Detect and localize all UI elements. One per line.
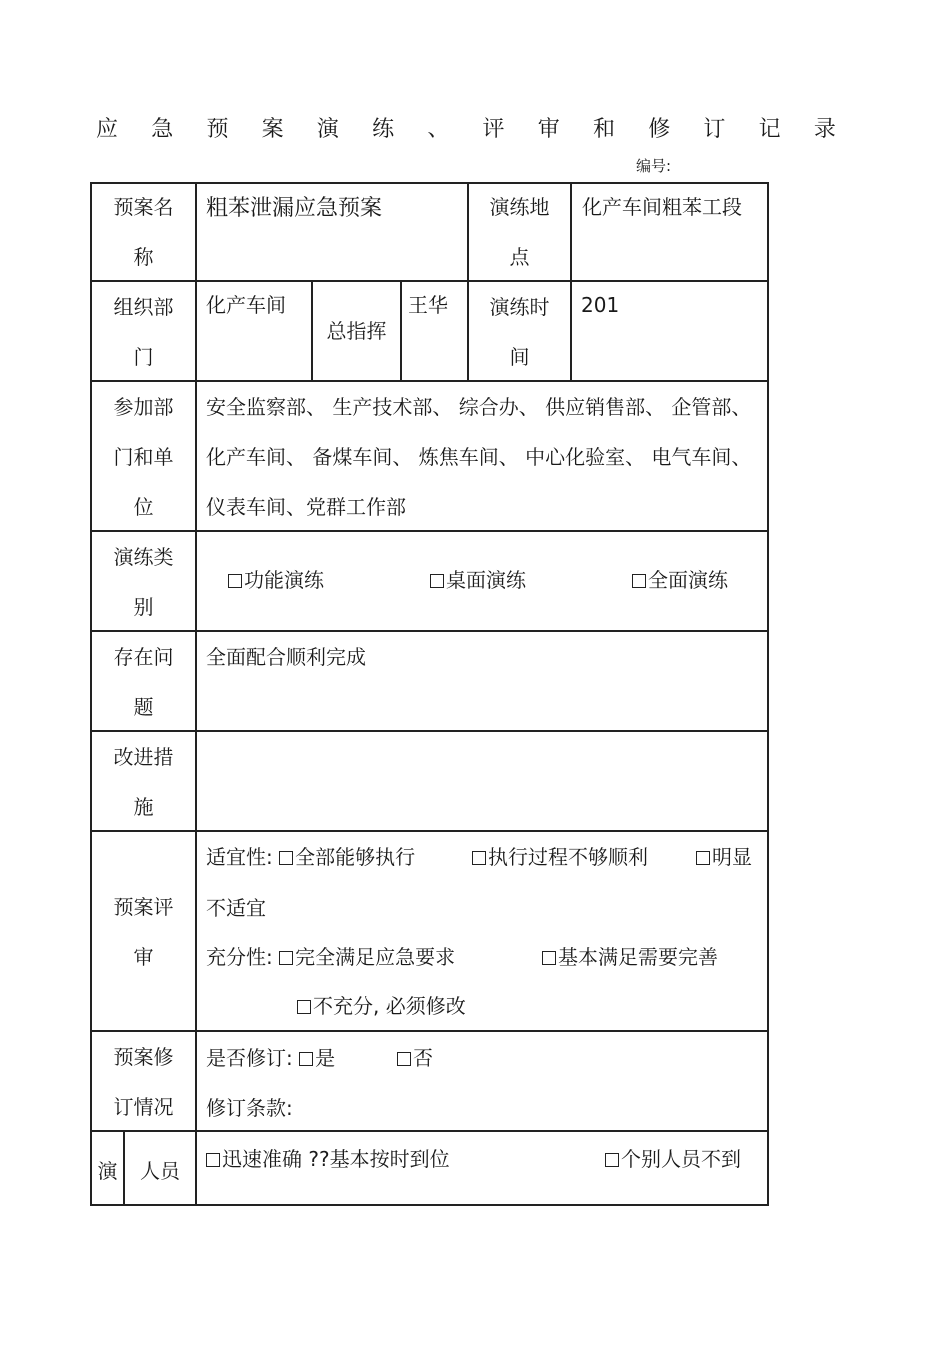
title-char: 修 [648, 116, 671, 142]
title-char: 记 [758, 116, 781, 142]
sufficiency-row: 充分性: 完全满足应急要求 [206, 945, 456, 969]
drill-type-tabletop[interactable]: 桌面演练 [430, 555, 526, 605]
checkbox[interactable] [542, 951, 556, 965]
title-char: 订 [703, 116, 726, 142]
title-char: 案 [261, 116, 284, 142]
suitability-option-2[interactable]: 执行过程不够顺利 [472, 832, 648, 882]
checkbox[interactable] [279, 951, 293, 965]
organizing-dept-label: 组织部 门 [113, 295, 174, 369]
checkbox[interactable] [430, 574, 444, 588]
participating-units-value: 安全监察部、 生产技术部、 综合办、 供应销售部、 企管部、 化产车间、 备煤车间、 炼焦车间、 中心化验室、 电气车间、 仪表车间、党群工作部 [206, 395, 752, 519]
personnel-option-3[interactable]: 个别人员不到 [605, 1134, 741, 1184]
checkbox[interactable] [605, 1153, 619, 1167]
checkbox[interactable] [632, 574, 646, 588]
sufficiency-option-2[interactable]: 基本满足需要完善 [542, 932, 718, 982]
drill-location-label: 演练地 点 [489, 195, 550, 269]
suitability-option-3-cont: 不适宜 [206, 896, 266, 920]
drill-time-value: 201 [581, 293, 620, 317]
checkbox[interactable] [299, 1052, 313, 1066]
column-divider [570, 182, 572, 382]
serial-number-label: 编号: [636, 157, 672, 175]
checkbox[interactable] [297, 1000, 311, 1014]
column-divider [195, 182, 197, 1206]
table-border [767, 182, 769, 1206]
title-char: 演 [316, 116, 339, 142]
plan-revision-label: 预案修 订情况 [113, 1045, 174, 1119]
improvement-measures-label: 改进措 施 [113, 745, 174, 819]
drill-type-label: 演练类 别 [113, 545, 174, 619]
personnel-label: 人员 [140, 1159, 180, 1183]
organizing-dept-value: 化产车间 [206, 293, 286, 317]
plan-name-value: 粗苯泄漏应急预案 [206, 196, 383, 221]
title-char: 评 [482, 116, 505, 142]
title-char: 练 [372, 116, 395, 142]
column-divider [400, 280, 402, 382]
existing-issues-label: 存在问 题 [113, 645, 174, 719]
plan-name-label: 预案名 称 [113, 195, 174, 269]
drill-type-full-scale[interactable]: 全面演练 [632, 555, 728, 605]
drill-evaluation-label: 演 [97, 1159, 118, 1183]
existing-issues-value: 全面配合顺利完成 [206, 645, 366, 669]
suitability-row: 适宜性: 全部能够执行 [206, 845, 416, 869]
title-char: 、 [427, 116, 450, 142]
record-table [90, 182, 769, 1206]
revise-no-option[interactable]: 否 [397, 1033, 433, 1083]
title-char: 和 [592, 116, 615, 142]
title-char: 急 [151, 116, 174, 142]
title-char: 审 [537, 116, 560, 142]
suitability-option-3[interactable]: 明显 [696, 832, 752, 882]
title-char: 录 [813, 116, 836, 142]
personnel-options: 迅速准确 ??基本按时到位 [206, 1134, 450, 1184]
commander-value: 王华 [408, 293, 448, 317]
revise-question: 是否修订: 是 [206, 1046, 336, 1070]
checkbox[interactable] [279, 851, 293, 865]
checkbox[interactable] [472, 851, 486, 865]
title-char: 预 [206, 116, 229, 142]
checkbox[interactable] [228, 574, 242, 588]
title-char: 应 [96, 116, 119, 142]
checkbox[interactable] [696, 851, 710, 865]
checkbox[interactable] [397, 1052, 411, 1066]
sufficiency-option-3[interactable]: 不充分, 必须修改 [297, 981, 466, 1031]
document-title [96, 110, 836, 144]
commander-label: 总指挥 [326, 319, 387, 343]
drill-time-label: 演练时 间 [489, 295, 550, 369]
table-border [90, 1204, 769, 1206]
plan-review-label: 预案评 审 [113, 895, 174, 969]
participating-units-label: 参加部 门和单 位 [113, 395, 174, 519]
drill-location-value: 化产车间粗苯工段 [582, 195, 742, 219]
drill-type-functional[interactable]: 功能演练 [228, 555, 324, 605]
checkbox[interactable] [206, 1153, 220, 1167]
revision-clause-label: 修订条款: [206, 1096, 293, 1120]
